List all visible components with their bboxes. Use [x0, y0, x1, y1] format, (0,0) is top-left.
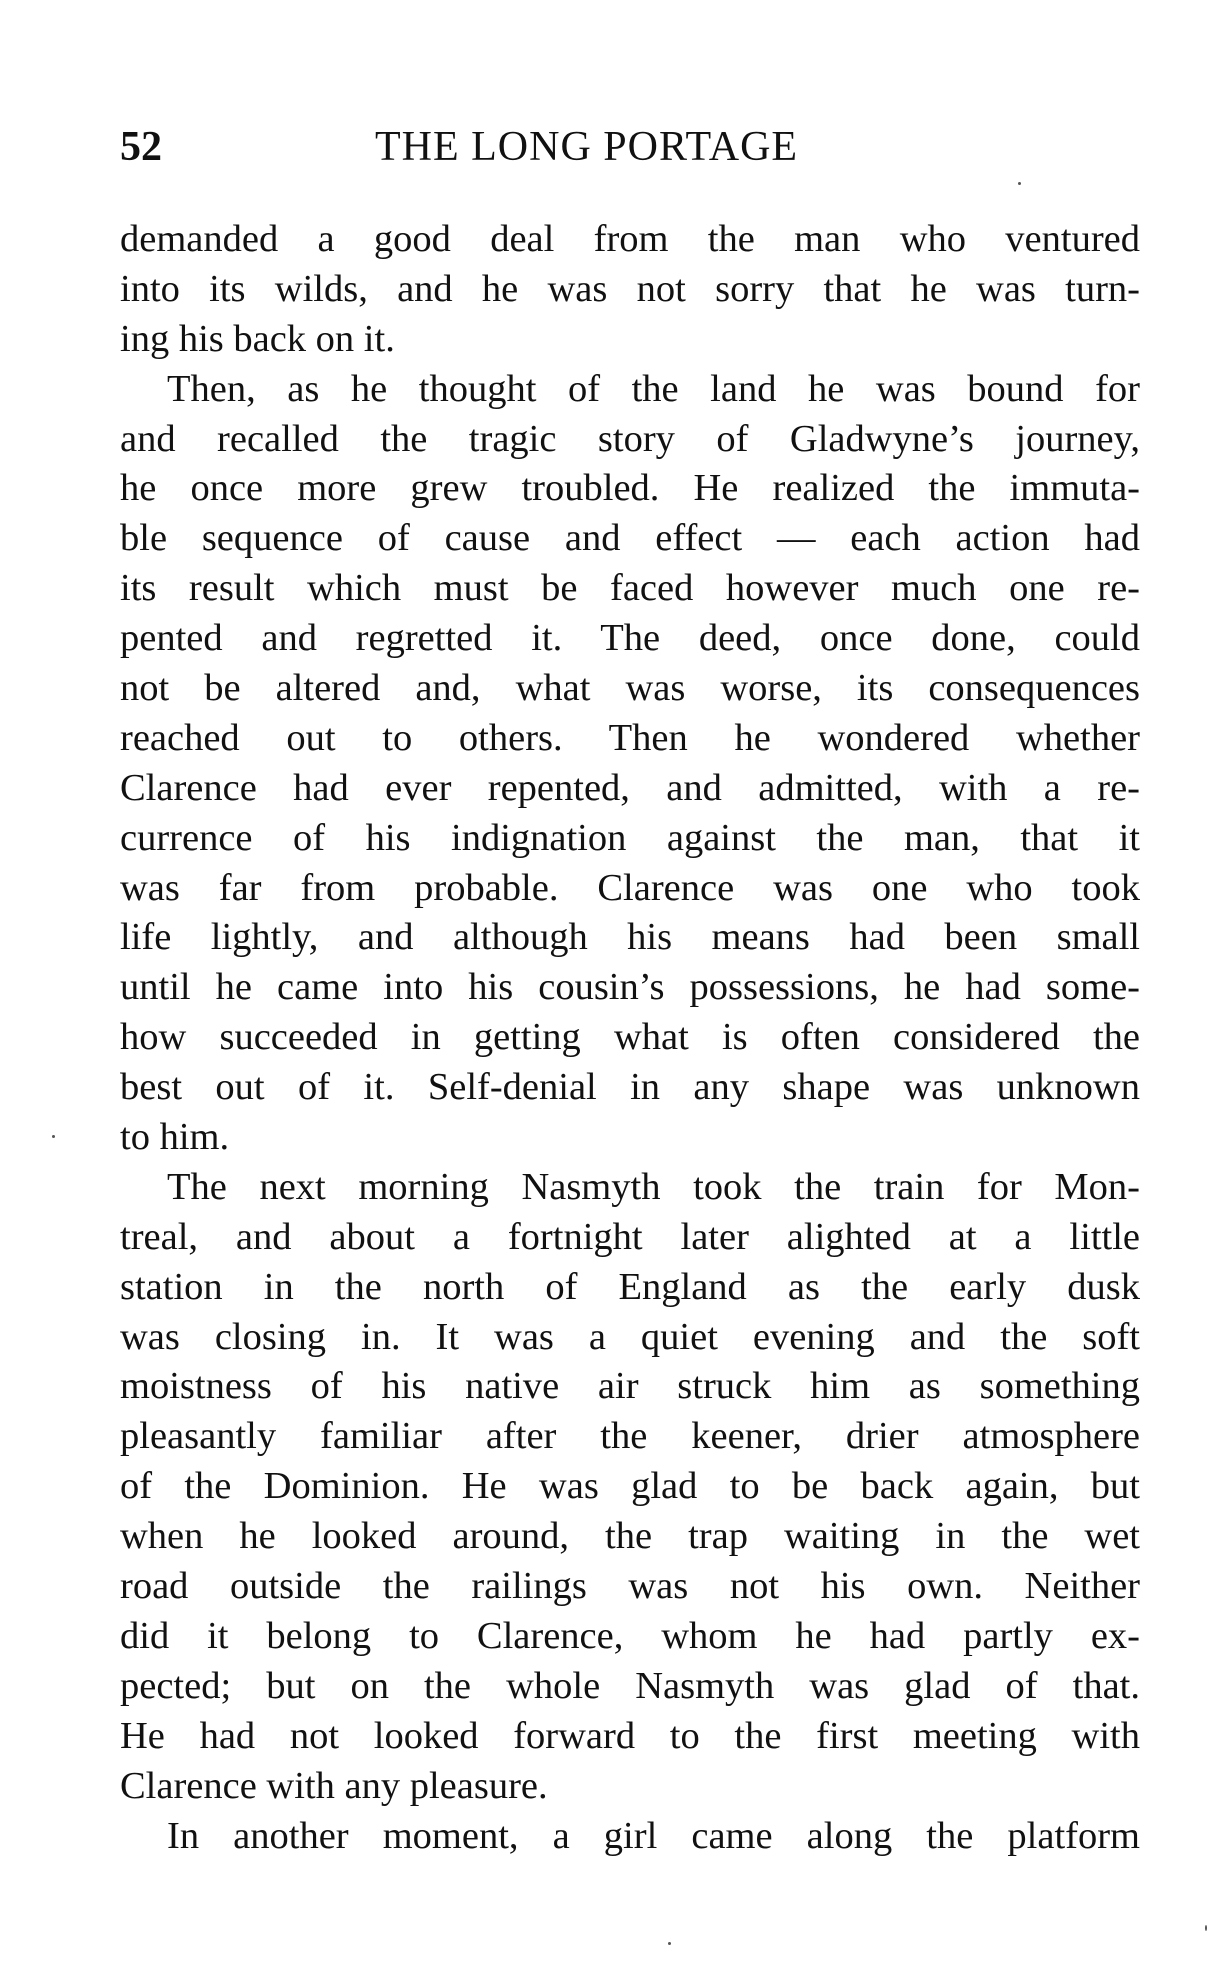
text-line: life lightly, and although his means had been small: [120, 916, 1140, 959]
text-line: pented and regretted it. The deed, once done, could: [120, 617, 1140, 660]
text-line: station in the north of England as the early dusk: [120, 1265, 1140, 1308]
text-line: he once more grew troubled. He realized the immuta-: [120, 467, 1140, 510]
text-line: when he looked around, the trap waiting in the wet: [120, 1515, 1140, 1558]
paper-speck: [1205, 1925, 1207, 1931]
text-line: treal, and about a fortnight later alighted at a little: [120, 1215, 1140, 1258]
text-line: into its wilds, and he was not sorry that he was turn-: [120, 267, 1140, 310]
text-line: its result which must be faced however much one re-: [120, 567, 1140, 610]
text-line: best out of it. Self-denial in any shape was unknown: [120, 1066, 1140, 1109]
text-line: of the Dominion. He was glad to be back again, but: [120, 1465, 1140, 1508]
text-line: was closing in. It was a quiet evening and the soft: [120, 1315, 1140, 1358]
text-line: Clarence had ever repented, and admitted, with a re-: [120, 766, 1140, 809]
text-line: He had not looked forward to the first meeting with: [120, 1714, 1140, 1757]
paper-speck: [52, 1135, 55, 1138]
text-line: until he came into his cousin’s possessions, he had some-: [120, 966, 1140, 1009]
text-line: pected; but on the whole Nasmyth was glad of that.: [120, 1664, 1140, 1707]
text-line: was far from probable. Clarence was one who took: [120, 866, 1140, 909]
text-line: demanded a good deal from the man who ventured: [120, 218, 1140, 260]
text-line: to him.: [120, 1116, 230, 1159]
paper-speck: [668, 1942, 671, 1945]
text-line: and recalled the tragic story of Gladwyne’s journey,: [120, 417, 1140, 460]
running-title: THE LONG PORTAGE: [375, 124, 799, 170]
text-line: Clarence with any pleasure.: [120, 1764, 548, 1807]
text-line: not be altered and, what was worse, its consequences: [120, 667, 1140, 710]
running-head: [120, 122, 1140, 172]
paragraph-first-line: The next morning Nasmyth took the train for Mon-: [167, 1165, 1140, 1208]
text-line: currence of his indignation against the man, that it: [120, 816, 1140, 859]
paragraph-first-line: Then, as he thought of the land he was bound for: [167, 367, 1140, 410]
page-number: 52: [120, 124, 162, 170]
text-line: ing his back on it.: [120, 317, 395, 360]
text-line: did it belong to Clarence, whom he had partly ex-: [120, 1614, 1140, 1657]
text-line: pleasantly familiar after the keener, drier atmosphere: [120, 1415, 1140, 1458]
text-line: moistness of his native air struck him as something: [120, 1365, 1140, 1408]
text-line: ble sequence of cause and effect — each action had: [120, 517, 1140, 560]
paper-speck: [1018, 182, 1021, 185]
body-text: [120, 215, 1140, 1861]
text-line: reached out to others. Then he wondered whether: [120, 716, 1140, 759]
text-line: how succeeded in getting what is often considered the: [120, 1016, 1140, 1059]
paragraph-first-line: In another moment, a girl came along the platform: [167, 1814, 1140, 1857]
text-line: road outside the railings was not his own. Neither: [120, 1565, 1140, 1608]
